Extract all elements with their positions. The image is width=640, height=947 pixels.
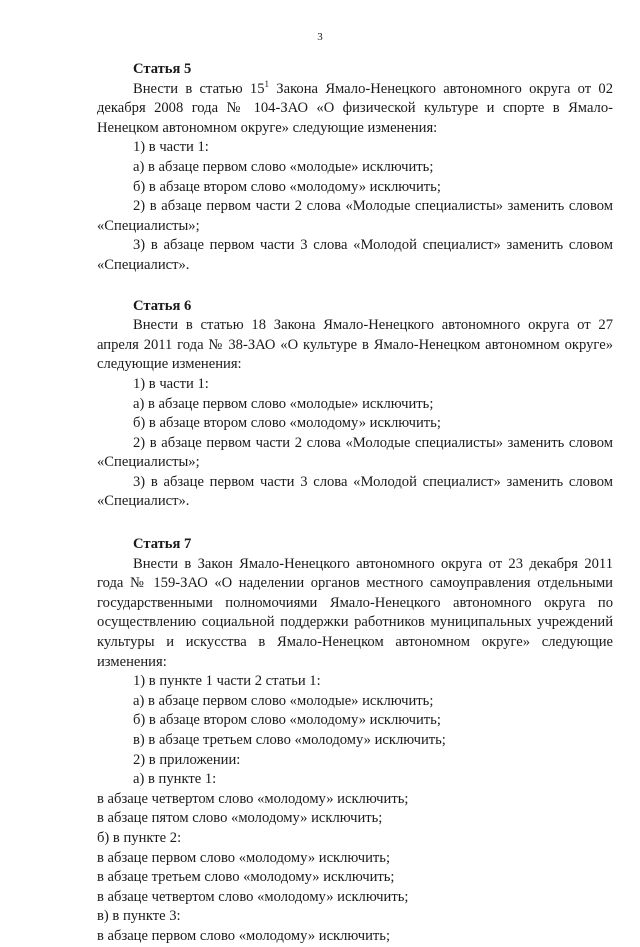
article-7-item: в абзаце четвертом слово «молодому» исключить; [97, 888, 409, 905]
article-7-item: а) в пункте 1: [133, 771, 217, 788]
article-7-item: б) в абзаце втором слово «молодому» исключить; [133, 712, 441, 729]
article-5-item: а) в абзаце первом слово «молодые» исключить; [133, 158, 434, 175]
article-5-heading: Статья 5 [133, 61, 192, 77]
article-7-item: в абзаце третьем слово «молодому» исключить; [97, 869, 395, 886]
section-gap [97, 276, 613, 297]
article-5-intro-sup: 1 [264, 78, 269, 89]
article-6-item: б) в абзаце втором слово «молодому» исключить; [133, 415, 441, 432]
article-7-heading: Статья 7 [133, 536, 192, 553]
article-5 [97, 60, 613, 276]
article-7 [97, 535, 613, 946]
article-5-intro-pre: Внести в статью 15 [133, 80, 265, 97]
article-7-item: 1) в пункте 1 части 2 статьи 1: [133, 673, 321, 690]
section-gap [97, 512, 613, 535]
article-7-item: б) в пункте 2: [97, 829, 182, 846]
article-7-item: в абзаце четвертом слово «молодому» исключить; [97, 790, 409, 807]
article-6-intro: Внести в статью 18 Закона Ямало-Ненецкого автономного округа от 27 апреля 2011 года № 38-ЗАО «О культуре в Ямало-Ненецком автономном округе» следующие изменения: [97, 317, 613, 373]
article-7-item: в абзаце первом слово «молодому» исключить; [97, 849, 391, 866]
article-7-item: в) в пункте 3: [97, 908, 181, 925]
document-body [97, 60, 613, 947]
article-5-item: 1) в части 1: [133, 139, 209, 156]
article-7-item: 2) в приложении: [133, 751, 241, 768]
article-5-item: 3) в абзаце первом части 3 слова «Молодой специалист» заменить словом «Специалист». [97, 237, 613, 273]
article-7-item: в) в абзаце третьем слово «молодому» исключить; [133, 732, 446, 748]
article-7-intro: Внести в Закон Ямало-Ненецкого автономного округа от 23 декабря 2011 года № 159-ЗАО «О наделении органов местного самоуправления отдельными государственными полномочиями Ямало-Ненецкого автономного округа по осуществлению социальной поддержки работников муниципальных учреждений культуры и искусства в Ямало-Ненецком автономном округе» следующие изменения: [97, 555, 613, 670]
article-6-heading: Статья 6 [133, 297, 192, 314]
article-6-item: а) в абзаце первом слово «молодые» исключить; [133, 395, 434, 412]
article-7-item: в абзаце пятом слово «молодому» исключить; [97, 810, 383, 827]
article-5-intro-post: Закона Ямало-Ненецкого автономного округа от 02 декабря 2008 года № 104-ЗАО «О физической культуре и спорте в Ямало-Ненецком автономном округе» следующие изменения: [97, 80, 613, 136]
article-5-item: 2) в абзаце первом части 2 слова «Молодые специалисты» заменить словом «Специалисты»; [97, 198, 613, 234]
page-number: 3 [317, 31, 323, 43]
article-6 [97, 297, 613, 513]
article-5-intro [97, 80, 613, 139]
article-7-item: а) в абзаце первом слово «молодые» исключить; [133, 692, 434, 709]
article-6-item: 2) в абзаце первом части 2 слова «Молодые специалисты» заменить словом «Специалисты»; [97, 434, 613, 471]
article-7-item: в абзаце первом слово «молодому» исключить; [97, 927, 391, 944]
article-6-item: 1) в части 1: [133, 375, 209, 392]
article-6-item: 3) в абзаце первом части 3 слова «Молодой специалист» заменить словом «Специалист». [97, 473, 613, 510]
article-5-item: б) в абзаце втором слово «молодому» исключить; [133, 178, 441, 195]
